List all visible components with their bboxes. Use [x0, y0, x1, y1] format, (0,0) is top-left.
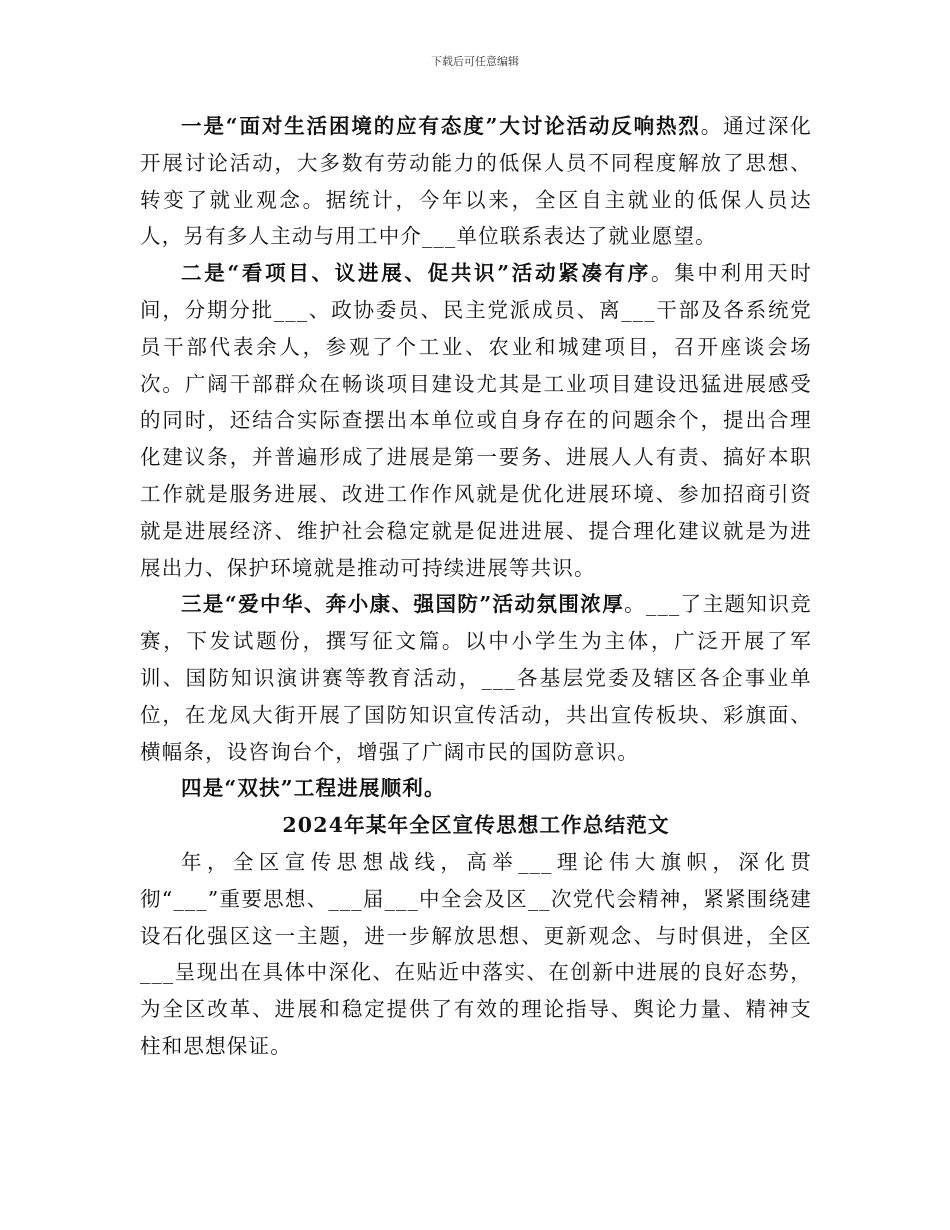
intro-paragraph: 年，全区宣传思想战线，高举___理论伟大旗帜，深化贯彻“___”重要思想、___届___中全会及区__次党代会精神，紧紧围绕建设石化强区这一主题，进一步解放思想、更新观念、与时俱进，全区___呈现出在具体中深化、在贴近中落实、在创新中进展的良好态势，为全区改革、进展和稳定提供了有效的理论指导、舆论力量、精神支柱和思想保证。	[140, 849, 812, 1058]
section-paragraph-4	[140, 770, 812, 807]
section-lead-2: 二是“看项目、议进展、促共识”活动紧凑有序	[181, 261, 652, 286]
document-body	[140, 108, 812, 1065]
section-body-2: 。集中利用天时间，分期分批___、政协委员、民主党派成员、离___干部及各系统党员干部代表余人，参观了个工业、农业和城建项目，召开座谈会场次。广阔干部群众在畅谈项目建设尤其是工业项目建设迅猛进展感受的同时，还结合实际查摆出本单位或自身存在的问题余个，提出合理化建议条，并普遍形成了进展是第一要务、进展人人有责、搞好本职工作就是服务进展、改进工作作风就是优化进展环境、参加招商引资就是进展经济、维护社会稳定就是促进进展、提合理化建议就是为进展出力、保护环境就是推动可持续进展等共识。	[140, 261, 812, 580]
document-title: 2024年某年全区宣传思想工作总结范文	[282, 813, 670, 838]
section-paragraph-1	[140, 108, 812, 255]
section-paragraph-3	[140, 586, 812, 770]
page-header-note: 下载后可任意编辑	[431, 55, 519, 68]
section-lead-1: 一是“面对生活困境的应有态度”大讨论活动反响热烈	[181, 114, 701, 138]
section-lead-4: 四是“双扶”工程进展顺利。	[181, 776, 446, 801]
section-body-1: 。通过深化开展讨论活动，大多数有劳动能力的低保人员不同程度解放了思想、转变了就业观念。据统计，今年以来，全区自主就业的低保人员达人，另有多人主动与用工中介___单位联系表达了就业愿望。	[140, 114, 812, 249]
section-body-3: 。___了主题知识竞赛，下发试题份，撰写征文篇。以中小学生为主体，广泛开展了军训、国防知识演讲赛等教育活动，___各基层党委及辖区各企事业单位，在龙凤大街开展了国防知识宣传活动，共出宣传板块、彩旗面、横幅条，设咨询台个，增强了广阔市民的国防意识。	[140, 592, 812, 764]
section-paragraph-2	[140, 255, 812, 586]
section-lead-3: 三是“爱中华、奔小康、强国防”活动氛围浓厚	[181, 592, 625, 617]
